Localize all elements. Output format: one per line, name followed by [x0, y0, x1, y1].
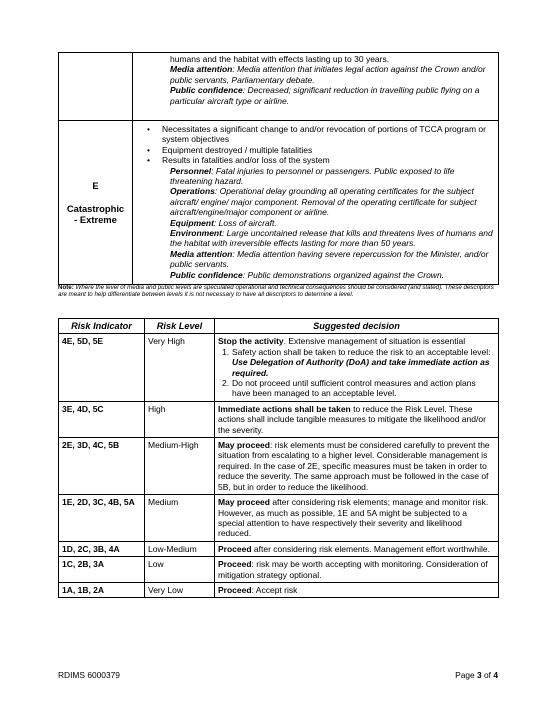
- detail-personnel: Personnel: Fatal injuries to personnel or passengers. Public exposed to life threatening hazard.: [170, 165, 455, 187]
- risk-indicator: 1E, 2D, 3C, 4B, 5A: [59, 495, 145, 542]
- risk-indicator: 2E, 3D, 4C, 5B: [59, 438, 145, 495]
- detail-equipment: Equipment: Loss of aircraft.: [170, 217, 277, 228]
- decision-steps: [218, 347, 495, 399]
- severity-level-name: Catastrophic - Extreme: [66, 202, 125, 225]
- suggested-decision: Stop the activity. Extensive management of situation is essential 1. Safety action shall be taken to reduce the risk to an acceptable level: Use Delegation of Authority (DoA) and take immediate action as required. 2. Do not proceed until sufficient control measures and action plans have been managed to an acceptable level.: [215, 334, 499, 401]
- table-row: [59, 582, 499, 597]
- decision-step-2: 2. Do not proceed until sufficient control measures and action plans have been managed to an acceptable level.: [222, 378, 476, 399]
- severity-level-letter: E: [92, 179, 99, 191]
- severity-level-cell-empty: [59, 53, 133, 121]
- risk-level: Low: [145, 557, 215, 583]
- suggested-decision: Immediate actions shall be taken to reduce the Risk Level. These actions shall include tangible measures to mitigate the likelihood and/or the severity.: [215, 401, 499, 437]
- severity-row-continued: [59, 53, 499, 121]
- risk-indicator: 1C, 2B, 3A: [59, 557, 145, 583]
- suggested-decision: May proceed after considering risk elements; manage and monitor risk. However, as much as possible, 1E and 5A might be subjected to a special attention to have respectively their severity and likelihood reduced.: [215, 495, 499, 542]
- severity-bullet-1: • Equipment destroyed / multiple fatalities: [162, 145, 494, 155]
- risk-table: [58, 318, 499, 598]
- suggested-decision: May proceed: risk elements must be considered carefully to prevent the situation from escalating to a higher level. Considerable management is required. In the case of 2E, specific measures must be taken in order to reduce the severity. The same approach must be followed in the case of 5B, but in order to reduce the likelihood.: [215, 438, 499, 495]
- severity-bullet-0: • Necessitates a significant change to and/or revocation of portions of TCCA program or system objectives: [162, 124, 494, 145]
- risk-level: Medium: [145, 495, 215, 542]
- table-row: [59, 557, 499, 583]
- detail-operations: Operations: Operational delay grounding all operating certificates for the subject aircraft/ engine/ major component. Removal of the operating certificate for subject aircraft/engine/major component or airline.: [170, 186, 477, 218]
- table-row: [59, 438, 499, 495]
- severity-table: [58, 52, 499, 285]
- severity-description-continued: [133, 53, 499, 121]
- detail-environment: Environment: Large uncontained release that kills and threatens lives of humans and the habitat with irreversible effects lasting for more than 50 years.: [170, 228, 493, 249]
- risk-level: Very High: [145, 334, 215, 401]
- detail-media: Media attention: Media attention having severe repercussion for the Minister, and/or public servants.: [170, 248, 489, 270]
- severity-level-cell-e: [59, 121, 133, 285]
- header-suggested-decision: Suggested decision: [215, 319, 499, 334]
- risk-level: Medium-High: [145, 438, 215, 495]
- row1-line-2: Public confidence: Decreased; significant reduction in travelling public flying on a particular aircraft type or airline.: [170, 85, 480, 106]
- severity-row-e: [59, 121, 499, 285]
- risk-indicator: 1A, 1B, 2A: [59, 582, 145, 597]
- risk-table-header: [59, 319, 499, 334]
- risk-level: Very Low: [145, 582, 215, 597]
- table-row: [59, 401, 499, 437]
- table-row: [59, 334, 499, 401]
- detail-public: Public confidence: Public demonstrations organized against the Crown.: [170, 269, 445, 280]
- severity-bullets: [137, 124, 494, 166]
- suggested-decision: Proceed: risk may be worth accepting with monitoring. Consideration of mitigation strategy optional.: [215, 557, 499, 583]
- table-row: [59, 495, 499, 542]
- risk-level: Low-Medium: [145, 541, 215, 556]
- table-row: [59, 541, 499, 556]
- header-risk-level: Risk Level: [145, 319, 215, 334]
- row1-line-1: Media attention: Media attention that initiates legal action against the Crown and/or public servants, Parliamentary debate.: [170, 64, 486, 85]
- risk-indicator: 3E, 4D, 5C: [59, 401, 145, 437]
- risk-indicator: 4E, 5D, 5E: [59, 334, 145, 401]
- risk-indicator: 1D, 2C, 3B, 4A: [59, 541, 145, 556]
- severity-note: Note: Where the level of media and public levels are speculated operational and technical consequences should be considered (and stated). These descriptors are meant to help differentiate between levels it is not necessary to have all descriptors to determine a level.: [58, 284, 494, 299]
- row1-line-0: humans and the habitat with effects lasting up to 30 years.: [170, 54, 390, 64]
- footer-page-number: Page 3 of 4: [455, 670, 498, 680]
- severity-bullet-2: • Results in fatalities and/or loss of the system: [162, 155, 494, 165]
- suggested-decision: Proceed after considering risk elements. Management effort worthwhile.: [215, 541, 499, 556]
- suggested-decision: Proceed: Accept risk: [215, 582, 499, 597]
- footer-doc-id: RDIMS 6000379: [58, 670, 120, 680]
- decision-step-1: 1. Safety action shall be taken to reduce the risk to an acceptable level: Use Delegation of Authority (DoA) and take immediate action as required.: [222, 346, 491, 378]
- risk-level: High: [145, 401, 215, 437]
- severity-description-e: [133, 121, 499, 285]
- header-risk-indicator: Risk Indicator: [59, 319, 145, 334]
